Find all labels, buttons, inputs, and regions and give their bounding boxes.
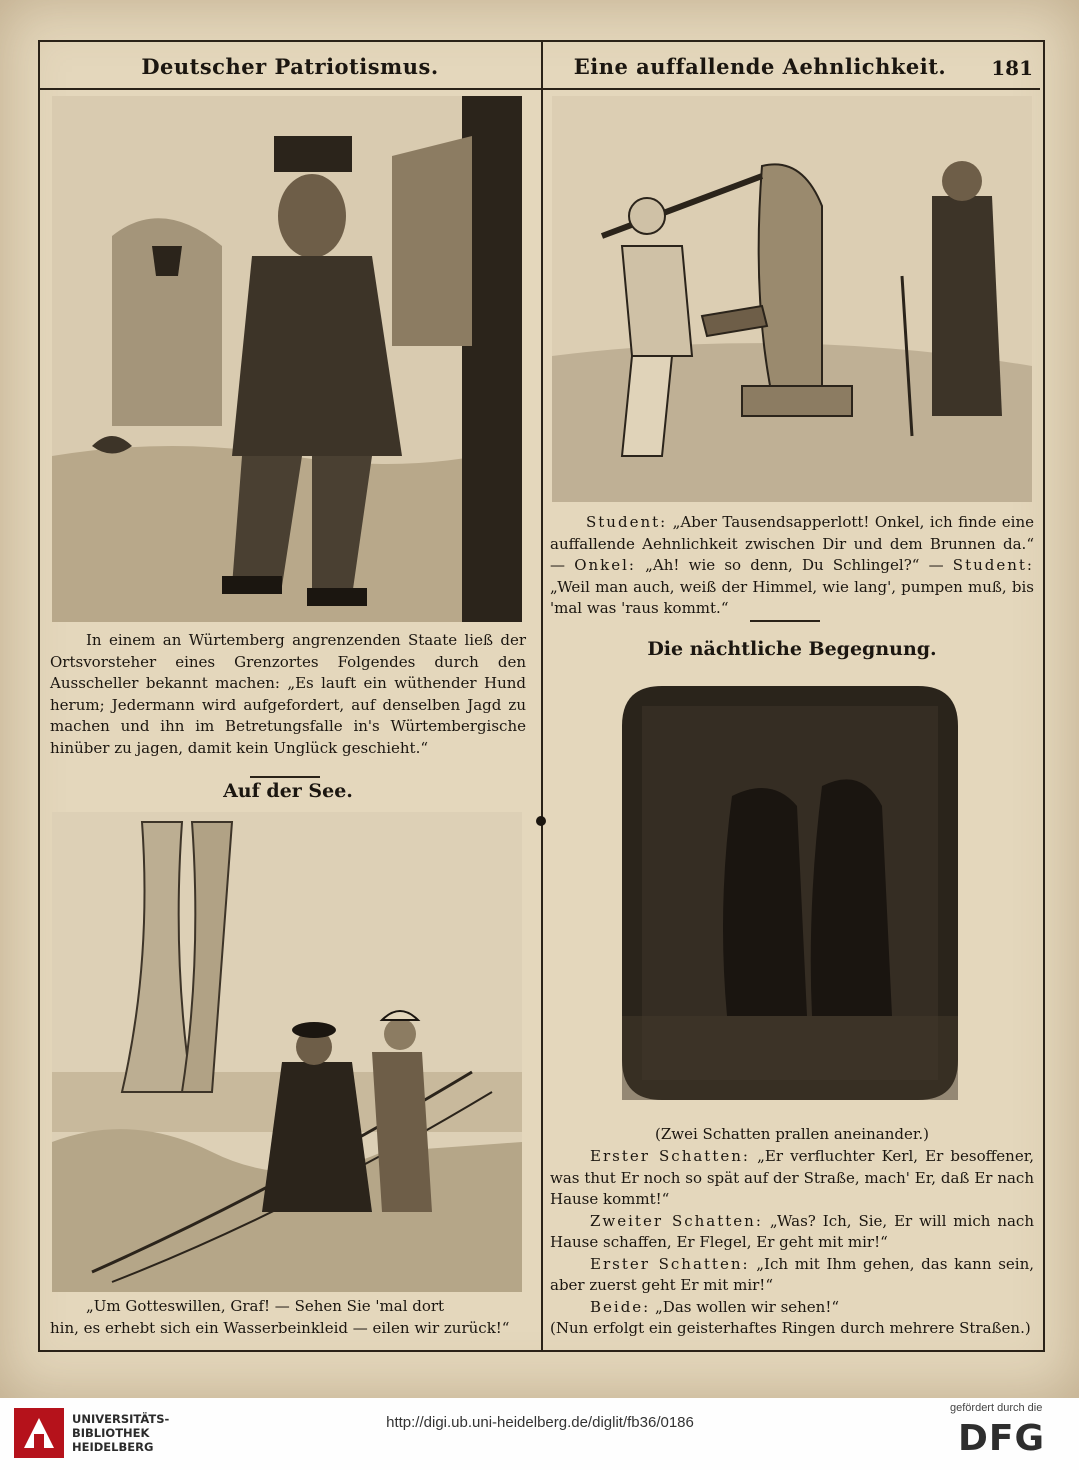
column-divider bbox=[541, 40, 543, 1350]
beide-line: „Das wollen wir sehen!“ bbox=[655, 1297, 840, 1316]
university-seal-icon bbox=[14, 1408, 64, 1458]
short-rule-right bbox=[750, 620, 820, 622]
see-caption-line2: hin, es erhebt sich ein Wasserbeinkleid — eilen wir zurück!“ bbox=[50, 1318, 510, 1337]
beide-label: Beide: bbox=[590, 1297, 651, 1316]
nacht-subtitle: (Zwei Schatten prallen aneinander.) bbox=[655, 1125, 929, 1143]
page-number: 181 bbox=[991, 56, 1033, 80]
see-title: Auf der See. bbox=[223, 780, 353, 802]
nacht-dialogue bbox=[550, 1146, 1034, 1340]
university-name bbox=[72, 1412, 169, 1454]
nacht-title: Die nächtliche Begegnung. bbox=[647, 638, 937, 660]
source-url-link[interactable]: http://digi.ub.uni-heidelberg.de/diglit/fb36/0186 bbox=[386, 1414, 694, 1431]
zweiter-line: „Was? Ich, Sie, Er will mich nach Hause schaffen, Er Flegel, Er geht mit mir!“ bbox=[550, 1211, 1034, 1251]
erster-line2: „Ich mit Ihm gehen, das kann sein, aber zuerst geht Er mit mir!“ bbox=[550, 1254, 1034, 1294]
see-caption-line1: „Um Gotteswillen, Graf! — Sehen Sie 'mal dort bbox=[86, 1297, 445, 1315]
right-header-title: Eine auffallende Aehnlichkeit. bbox=[573, 54, 947, 79]
erster-label-2: Erster Schatten: bbox=[590, 1254, 750, 1273]
see-caption bbox=[50, 1296, 526, 1339]
short-rule-left bbox=[250, 776, 320, 778]
soldier-illustration bbox=[52, 96, 522, 622]
uni-line1: UNIVERSITÄTS- bbox=[72, 1412, 170, 1426]
funding-label: gefördert durch die bbox=[950, 1402, 1043, 1414]
erster-label: Erster Schatten: bbox=[590, 1147, 750, 1165]
uni-line3: HEIDELBERG bbox=[72, 1440, 154, 1454]
onkel-label: Onkel: bbox=[574, 556, 636, 574]
left-header-title: Deutscher Patriotismus. bbox=[141, 54, 439, 79]
student-label: Student: bbox=[586, 513, 668, 531]
erster-line1: „Er verfluchter Kerl, Er besoffener, was thut Er noch so spät auf der Straße, mach' Er, daß Er nach Hause kommt!“ bbox=[550, 1147, 1034, 1208]
uni-line2: BIBLIOTHEK bbox=[72, 1426, 150, 1440]
onkel-line: „Ah! wie so denn, Du Schlingel?“ — bbox=[645, 556, 944, 574]
student-label-2: Student: bbox=[952, 556, 1034, 574]
student-line1: „Aber Tausendsapperlott! Onkel, ich finde eine auffallende Aehnlichkeit zwischen Dir und dem Brunnen da.“ — bbox=[550, 513, 1034, 574]
zweiter-label: Zweiter Schatten: bbox=[590, 1211, 763, 1230]
shadows-illustration bbox=[622, 686, 958, 1100]
patriotismus-text: In einem an Würtemberg angrenzenden Staate ließ der Ortsvorsteher eines Grenzortes Folgendes durch den Ausscheller bekannt machen: „Es lauft ein wüthender Hund herum; Jedermann wird aufgefordert, auf denselben Jagd zu machen und ihn im Betretungsfalle in's Würtembergische hinüber zu jagen, damit kein Unglück geschieht.“ bbox=[50, 631, 526, 757]
divider-dot bbox=[536, 816, 546, 826]
student-line2: „Weil man auch, weiß der Himmel, wie lang', pumpen muß, bis 'mal was 'raus kommt.“ bbox=[550, 577, 1034, 617]
pump-illustration bbox=[552, 96, 1032, 502]
student-dialogue bbox=[550, 512, 1034, 620]
sea-illustration bbox=[52, 812, 522, 1292]
header-rule bbox=[40, 88, 1040, 90]
dfg-logo: DFG bbox=[958, 1418, 1046, 1459]
closing-line: (Nun erfolgt ein geisterhaftes Ringen durch mehrere Straßen.) bbox=[550, 1319, 1031, 1337]
